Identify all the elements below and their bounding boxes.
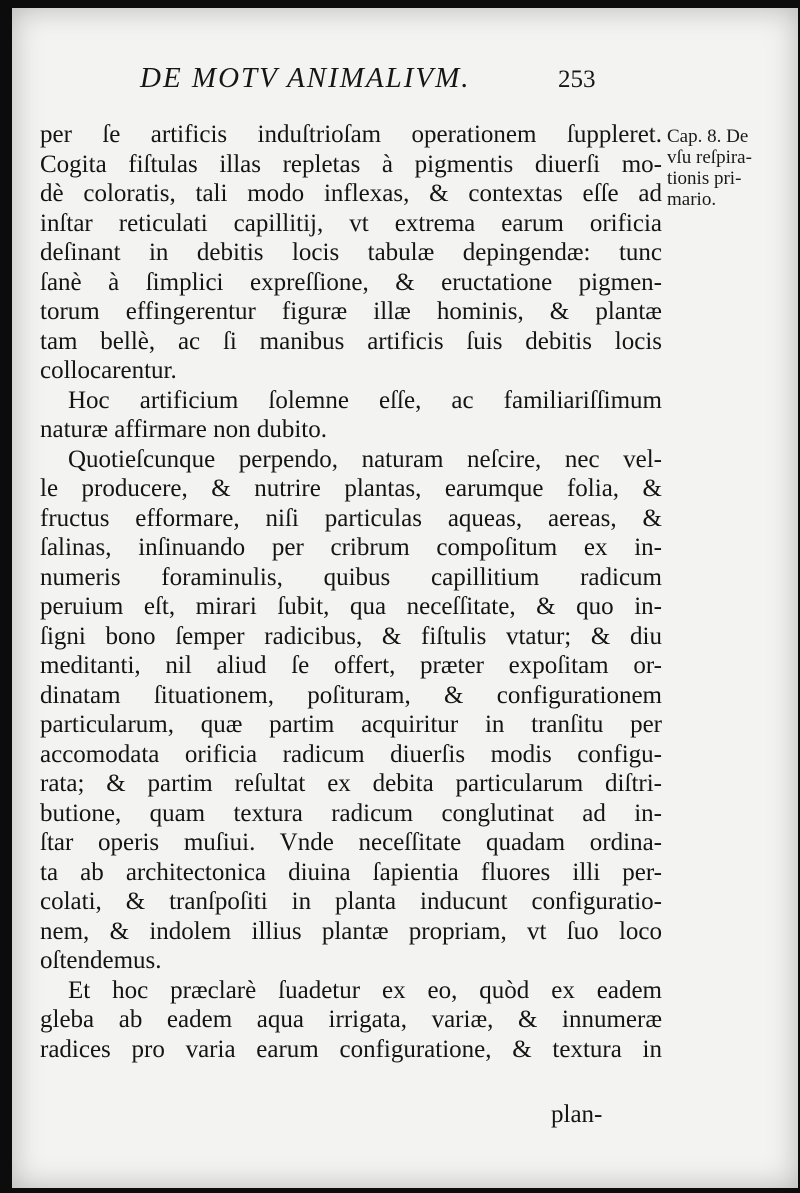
margin-note-line: tionis pri- — [667, 168, 742, 189]
body-text — [40, 120, 662, 1064]
text-line: dinatam ſituationem, poſituram, & configurationem — [40, 681, 662, 709]
text-line: fructus efformare, niſi particulas aqueas, aereas, & — [40, 504, 662, 532]
text-line: Cogita fiſtulas illas repletas à pigmentis diuerſi mo- — [40, 150, 662, 178]
text-line: ſanè à ſimplici expreſſione, & eructatione pigmen- — [40, 268, 662, 296]
text-line: per ſe artificis induſtrioſam operationem ſuppleret. — [40, 121, 662, 148]
text-line: collocarentur. — [40, 357, 177, 384]
catchword: plan- — [551, 1101, 603, 1128]
text-line: numeris foraminulis, quibus capillitium radicum — [40, 563, 662, 591]
text-line: ta ab architectonica diuina ſapientia fluores illi per- — [40, 858, 662, 886]
text-line: oſtendemus. — [40, 947, 162, 974]
text-line: gleba ab eadem aqua irrigata, variæ, & innumeræ — [40, 1006, 662, 1033]
text-line: nem, & indolem illius plantæ propriam, vt ſuo loco — [40, 917, 662, 945]
margin-note-line: Cap. 8. De — [667, 126, 749, 147]
text-line: torum effingerentur figuræ illæ hominis, & plantæ — [40, 298, 662, 325]
text-line: particularum, quæ partim acquiritur in tranſitu per — [40, 711, 662, 738]
text-line: accomodata orificia radicum diuerſis modis configu- — [40, 740, 662, 768]
margin-note-line: mario. — [667, 189, 717, 210]
book-page — [12, 8, 798, 1188]
text-line: naturæ affirmare non dubito. — [40, 416, 327, 443]
text-line: peruium eſt, mirari ſubit, qua neceſſitate, & quo in- — [40, 593, 662, 620]
text-line: ſalinas, inſinuando per cribrum compoſitum ex in- — [40, 534, 662, 561]
text-line: rata; & partim reſultat ex debita particularum diſtri- — [40, 770, 662, 797]
text-line: Et hoc præclarè ſuadetur ex eo, quòd ex eadem — [68, 976, 662, 1004]
text-line: ſtar operis muſiui. Vnde neceſſitate quadam ordina- — [40, 829, 662, 856]
text-line: meditanti, nil aliud ſe offert, præter expoſitam or- — [40, 652, 662, 679]
text-line: Hoc artificium ſolemne eſſe, ac familiariſſimum — [68, 386, 662, 414]
book-gutter-shadow — [0, 0, 12, 1193]
text-line: ſigni bono ſemper radicibus, & fiſtulis vtatur; & diu — [40, 622, 662, 650]
margin-note-line: vſu reſpira- — [667, 147, 752, 168]
running-head: DE MOTV ANIMALIVM. — [140, 62, 471, 94]
page-number: 253 — [558, 66, 596, 93]
text-line: butione, quam textura radicum conglutinat ad in- — [40, 799, 662, 827]
text-line: radices pro varia earum configuratione, & textura in — [40, 1035, 662, 1063]
text-line: le producere, & nutrire plantas, earumque folia, & — [40, 475, 662, 502]
text-line: dè coloratis, tali modo inflexas, & contextas eſſe ad — [40, 180, 662, 207]
text-line: deſinant in debitis locis tabulæ depingendæ: tunc — [40, 239, 662, 266]
margin-note — [667, 126, 792, 210]
text-line: inſtar reticulati capillitij, vt extrema earum orificia — [40, 209, 662, 237]
text-line: Quotieſcunque perpendo, naturam neſcire, nec vel- — [68, 445, 662, 473]
text-line: colati, & tranſpoſiti in planta inducunt configuratio- — [40, 888, 662, 915]
text-line: tam bellè, ac ſi manibus artificis ſuis debitis locis — [40, 327, 662, 355]
